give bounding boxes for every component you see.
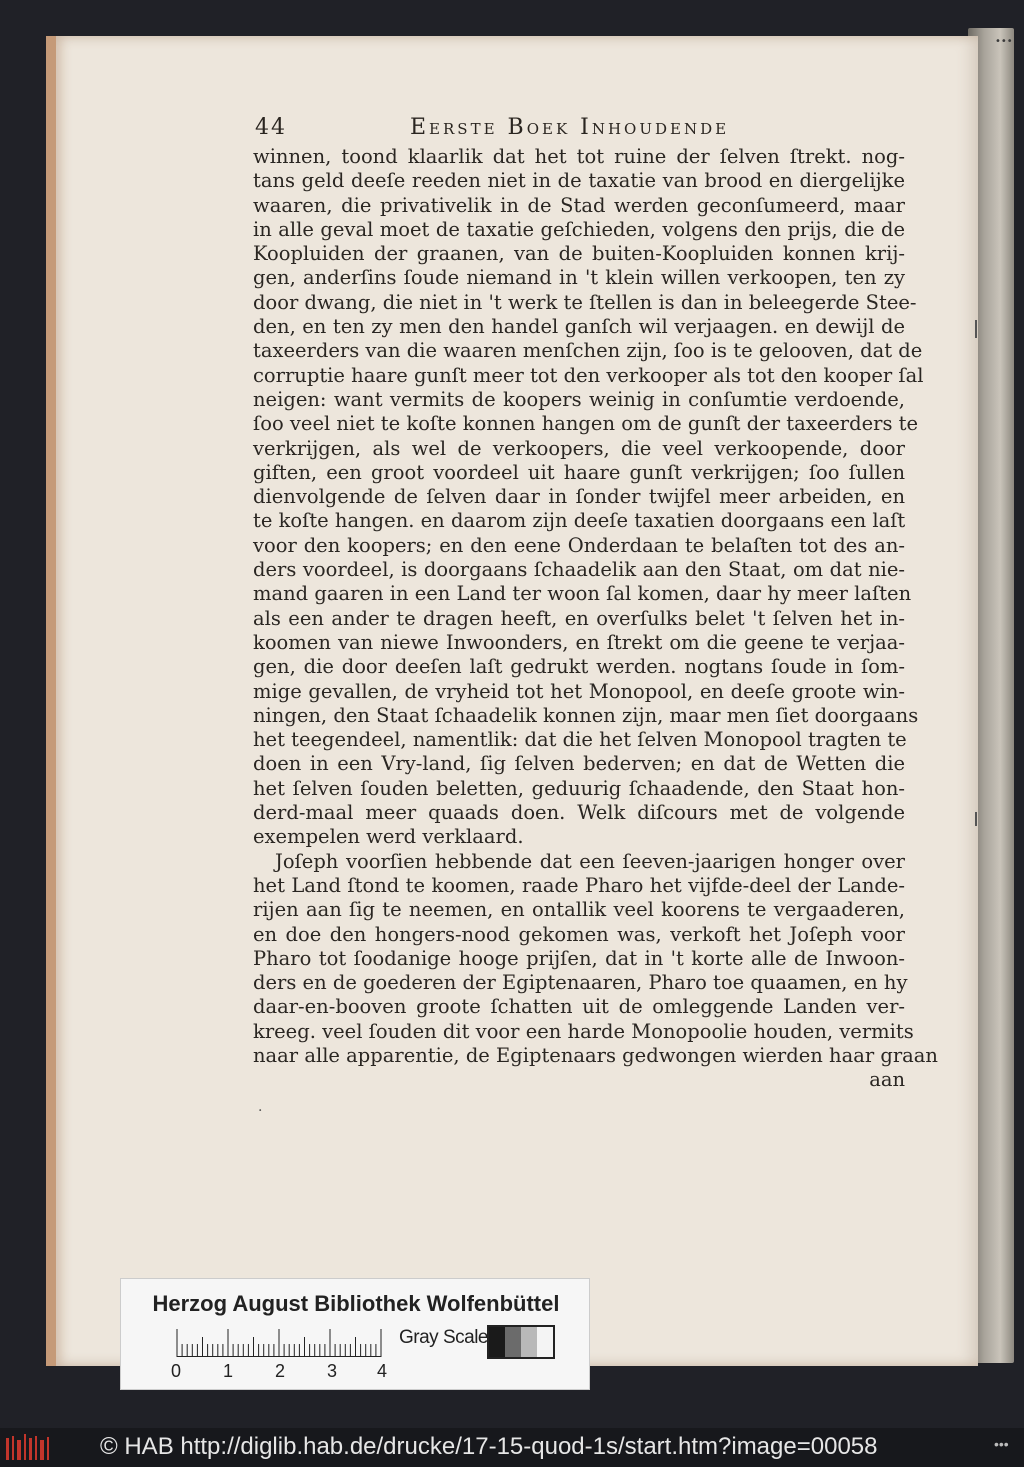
ruler-scale xyxy=(175,1327,385,1357)
page-number: 44 xyxy=(255,115,287,140)
text-line: koomen van niewe Inwoonders, en ſtrekt om die geene te verjaa- xyxy=(253,630,905,654)
swatch-light-gray xyxy=(521,1327,537,1357)
text-line: ſoo veel niet te koſte konnen hangen om de gunſt der taxeerders te xyxy=(253,412,919,436)
margin-mark xyxy=(975,320,977,338)
text-line: taxeerders van die waaren menſchen zijn, ſoo is te gelooven, dat de xyxy=(253,339,923,363)
text-line: mand gaaren in een Land ter woon ſal komen, daar hy meer laſten xyxy=(253,582,912,606)
color-calibration-card xyxy=(120,1278,590,1390)
text-line: en doe den hongers-nood gekomen was, verkoft het Joſeph voor xyxy=(253,922,905,946)
ink-dot: · xyxy=(258,1103,263,1119)
text-line: winnen, toond klaarlik dat het tot ruine der ſelven ſtrekt. nog- xyxy=(253,145,905,168)
scale-number: 3 xyxy=(327,1361,338,1381)
ruler-ticks xyxy=(175,1327,385,1357)
text-line: als een ander te dragen heeft, en overſulks belet 't ſelven het in- xyxy=(253,606,905,630)
text-line: gen, die door deeſen laſt gedrukt werden. nogtans ſoude in ſom- xyxy=(253,655,905,679)
text-line: mige gevallen, de vryheid tot het Monopool, en deeſe groote win- xyxy=(253,679,905,703)
text-line: tans geld deeſe reeden niet in de taxatie van brood en diergelijke xyxy=(253,169,905,193)
text-line: ders voordeel, is doorgaans ſchaadelik aan den Staat, om dat nie- xyxy=(253,558,905,582)
page-body xyxy=(253,145,938,1093)
ellipsis-icon[interactable]: ••• xyxy=(994,1436,1009,1452)
text-line: giften, een groot voordeel uit haare gunſt verkrijgen; ſoo ſullen xyxy=(253,460,905,484)
margin-mark xyxy=(975,812,977,826)
text-line: kreeg. veel ſouden dit voor een harde Monopoolie houden, vermits xyxy=(253,1019,914,1043)
text-line: ningen, den Staat ſchaadelik konnen zijn, maar men ſiet doorgaans xyxy=(253,703,919,727)
text-line: waaren, die privativelik in de Stad werden geconſumeerd, maar xyxy=(253,193,905,217)
text-line: verkrijgen, als wel de verkoopers, die veel verkoopende, door xyxy=(253,436,905,460)
text-line: rijen aan ſig te neemen, en ontallik veel koorens te vergaaderen, xyxy=(253,898,905,922)
text-line: doen in een Vry-land, ſig ſelven bederven; en dat de Wetten die xyxy=(253,752,905,776)
running-head: Eerste Boek Inhoudende xyxy=(410,115,730,140)
text-line: het teegendeel, namentlik: dat die het ſelven Monopool tragten te xyxy=(253,728,907,752)
text-line: den, en ten zy men den handel ganſch wil verjaagen. en dewijl de xyxy=(253,315,905,339)
text-line: dienvolgende de ſelven daar in ſonder twijfel meer arbeiden, en xyxy=(253,485,905,509)
text-line: neigen: want vermits de koopers weinig in conſumtie verdoende, xyxy=(253,387,905,411)
text-line: Joſeph voorſien hebbende dat een ſeeven-jaarigen honger over xyxy=(275,849,905,873)
text-line: ders en de goederen der Egiptenaaren, Pharo toe quaamen, en hy xyxy=(253,971,908,995)
text-line: naar alle apparentie, de Egiptenaars gedwongen wierden haar graan xyxy=(253,1043,938,1067)
scale-number: 2 xyxy=(275,1361,286,1381)
scale-number: 4 xyxy=(377,1361,388,1381)
page-header xyxy=(255,115,895,145)
footer-bar xyxy=(0,1428,1024,1467)
catchword: aan xyxy=(869,1068,905,1092)
swatch-black xyxy=(489,1327,505,1357)
text-line: door dwang, die niet in 't werk te ſtellen is dan in beleegerde Stee- xyxy=(253,290,917,314)
scale-number: 1 xyxy=(223,1361,234,1381)
copyright-url[interactable]: © HAB http://diglib.hab.de/drucke/17-15-quod-1s/start.htm?image=00058 xyxy=(100,1433,878,1460)
text-line: exempelen werd verklaard. xyxy=(253,825,524,849)
swatch-dark-gray xyxy=(505,1327,521,1357)
text-line: Koopluiden der graanen, van de buiten-Koopluiden konnen krij- xyxy=(253,242,905,266)
swatch-white xyxy=(537,1327,553,1357)
text-line: corruptie haare gunſt meer tot den verkooper als tot den kooper ſal xyxy=(253,363,924,387)
text-line: voor den koopers; en den eene Onderdaan te belaſten tot des an- xyxy=(253,533,905,557)
text-line: gen, anderſins ſoude niemand in 't klein willen verkoopen, ten zy xyxy=(253,266,905,290)
gray-scale-swatch xyxy=(487,1325,555,1359)
ellipsis-icon: ••• xyxy=(995,36,1013,47)
card-title: Herzog August Bibliothek Wolfenbüttel xyxy=(152,1291,560,1316)
text-line: te koſte hangen. en daarom zijn deeſe taxatien doorgaans een laſt xyxy=(253,509,906,533)
text-line: het Land ſtond te koomen, raade Pharo het vijfde-deel der Lande- xyxy=(253,873,905,897)
text-line: het ſelven ſouden beletten, geduurig ſchaadende, den Staat hon- xyxy=(253,776,905,800)
text-line: Pharo tot ſoodanige hooge prijſen, dat in 't korte alle de Inwoon- xyxy=(253,946,905,970)
text-line: daar-en-booven groote ſchatten uit de omleggende Landen ver- xyxy=(253,995,905,1019)
text-line: in alle geval moet de taxatie geſchieden, volgens den prijs, die de xyxy=(253,217,905,241)
barcode-logo-icon xyxy=(6,1434,50,1462)
gray-scale-label: Gray Scale xyxy=(399,1327,488,1348)
scale-number: 0 xyxy=(171,1361,182,1381)
text-line: derd-maal meer quaads doen. Welk diſcours met de volgende xyxy=(253,801,905,825)
